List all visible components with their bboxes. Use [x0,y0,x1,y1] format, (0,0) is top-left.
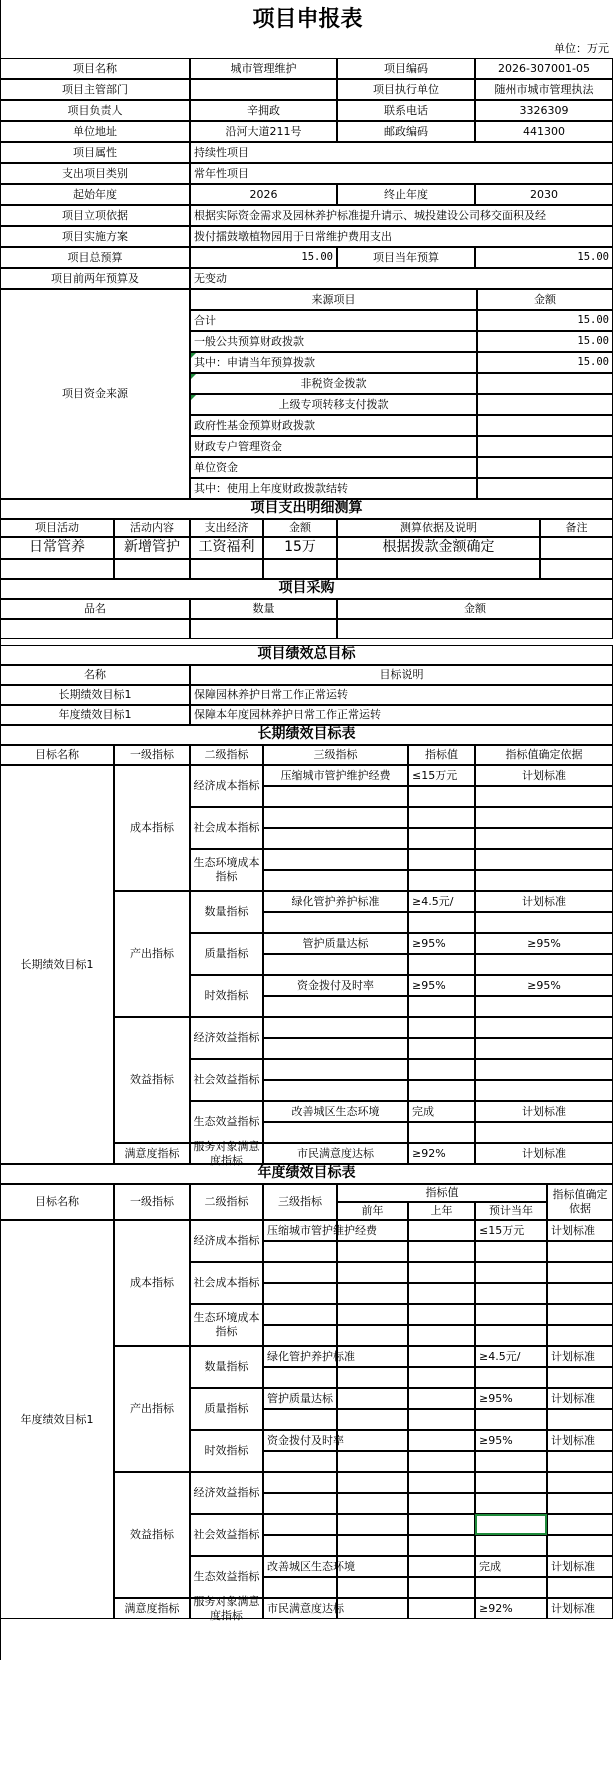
detail-cell[interactable] [540,537,613,559]
longterm-basis[interactable] [475,996,613,1017]
longterm-basis[interactable] [475,849,613,870]
funds-row-name: 非税资金拨款 [190,373,477,394]
annual-current-value[interactable] [475,1304,547,1325]
overall-desc-header: 目标说明 [190,665,613,685]
longterm-l3-indicator[interactable] [263,870,408,891]
phone-label: 联系电话 [337,100,475,121]
annual-goal-name: 年度绩效目标1 [0,1220,114,1619]
overall-goal-name: 长期绩效目标1 [0,685,190,705]
longterm-l2-indicator: 生态效益指标 [190,1101,263,1143]
basis-label: 项目立项依据 [0,205,190,226]
longterm-header: 目标名称 [0,745,114,765]
annual-basis[interactable] [547,1535,613,1556]
longterm-basis[interactable]: 计划标准 [475,1101,613,1122]
leader-value[interactable]: 辛拥政 [190,100,337,121]
purchase-header: 品名 [0,599,190,619]
annual-l1-indicator: 效益指标 [114,1472,190,1598]
detail-cell[interactable] [540,559,613,579]
annual-current-value[interactable] [475,1472,547,1493]
annual-prev2-value[interactable] [337,1346,408,1367]
annual-prev2-value[interactable] [337,1325,408,1346]
plan-value[interactable]: 拨付擂鼓墩植物园用于日常维护费用支出 [190,226,613,247]
longterm-header: 一级指标 [114,745,190,765]
longterm-header: 三级指标 [263,745,408,765]
annual-prev-value[interactable] [408,1493,475,1514]
annual-prev2-value[interactable] [337,1409,408,1430]
longterm-l3-indicator[interactable]: 绿化管护养护标准 [263,891,408,912]
annual-l2-indicator: 服务对象满意度指标 [190,1598,263,1619]
longterm-l2-indicator: 社会效益指标 [190,1059,263,1101]
detail-header: 备注 [540,519,613,537]
annual-header: 上年 [408,1202,475,1220]
annual-l3-indicator[interactable]: 压缩城市管护维护经费 [263,1220,337,1241]
cat-label: 支出项目类别 [0,163,190,184]
comment-marker [191,353,196,358]
year-label: 项目当年预算 [337,247,475,268]
longterm-l2-indicator: 数量指标 [190,891,263,933]
detail-cell[interactable]: 15万 [263,537,337,559]
longterm-header: 二级指标 [190,745,263,765]
annual-basis[interactable]: 计划标准 [547,1388,613,1409]
annual-prev2-value[interactable] [337,1514,408,1535]
total-value[interactable]: 15.00 [190,247,337,268]
annual-current-value[interactable]: 完成 [475,1556,547,1577]
purchase-header: 数量 [190,599,337,619]
funds-row-name: 其中：使用上年度财政拨款结转 [190,478,477,499]
dept-label: 项目主管部门 [0,79,190,100]
funds-row-amount[interactable] [477,394,613,415]
annual-l3-indicator[interactable]: 市民满意度达标 [263,1598,337,1619]
longterm-basis[interactable] [475,1017,613,1038]
overall-goal-desc[interactable]: 保障园林养护日常工作正常运转 [190,685,613,705]
comment-marker [191,374,196,379]
annual-current-value[interactable] [475,1451,547,1472]
annual-prev2-value[interactable] [337,1262,408,1283]
longterm-l3-indicator[interactable] [263,1080,408,1101]
annual-header: 指标值确定依据 [547,1184,613,1220]
longterm-l2-indicator: 生态环境成本指标 [190,849,263,891]
zip-value[interactable]: 441300 [475,121,613,142]
longterm-basis[interactable]: 计划标准 [475,765,613,786]
annual-prev-value[interactable] [408,1241,475,1262]
detail-header: 测算依据及说明 [337,519,540,537]
annual-current-value[interactable] [475,1535,547,1556]
annual-l1-indicator: 满意度指标 [114,1598,190,1619]
annual-header: 前年 [337,1202,408,1220]
longterm-l2-indicator: 质量指标 [190,933,263,975]
annual-basis[interactable]: 计划标准 [547,1430,613,1451]
start-label: 起始年度 [0,184,190,205]
annual-basis[interactable] [547,1367,613,1388]
selected-cell[interactable] [475,1514,547,1535]
annual-basis[interactable] [547,1409,613,1430]
annual-current-value[interactable]: ≥95% [475,1430,547,1451]
annual-l3-indicator[interactable]: 改善城区生态环境 [263,1556,337,1577]
annual-prev2-value[interactable] [337,1367,408,1388]
attr-value[interactable]: 持续性项目 [190,142,613,163]
annual-prev2-value[interactable] [337,1556,408,1577]
cat-value[interactable]: 常年性项目 [190,163,613,184]
overall-goal-desc[interactable]: 保障本年度园林养护日常工作正常运转 [190,705,613,725]
annual-header: 一级指标 [114,1184,190,1220]
purchase-cell[interactable] [190,619,337,639]
longterm-l1-indicator: 满意度指标 [114,1143,190,1164]
annual-basis[interactable] [547,1472,613,1493]
funds-row-amount[interactable]: 15.00 [477,310,613,331]
longterm-basis[interactable] [475,1080,613,1101]
longterm-value[interactable]: ≥92% [408,1143,475,1164]
longterm-basis[interactable] [475,1122,613,1143]
overall-goal-name: 年度绩效目标1 [0,705,190,725]
annual-prev-value[interactable] [408,1535,475,1556]
longterm-value[interactable] [408,828,475,849]
annual-basis[interactable] [547,1241,613,1262]
annual-l3-indicator[interactable]: 管护质量达标 [263,1388,337,1409]
annual-l3-indicator[interactable] [263,1325,337,1346]
annual-current-value[interactable]: ≥4.5元/ [475,1346,547,1367]
annual-basis[interactable] [547,1577,613,1598]
longterm-value[interactable] [408,1059,475,1080]
longterm-value[interactable] [408,849,475,870]
longterm-l3-indicator[interactable]: 资金拨付及时率 [263,975,408,996]
longterm-basis[interactable] [475,828,613,849]
longterm-l3-indicator[interactable] [263,996,408,1017]
longterm-value[interactable] [408,870,475,891]
annual-l3-indicator[interactable] [263,1514,337,1535]
detail-header: 金额 [263,519,337,537]
longterm-value[interactable]: ≥95% [408,933,475,954]
longterm-basis[interactable] [475,1038,613,1059]
annual-header: 指标值 [337,1184,547,1202]
start-value[interactable]: 2026 [190,184,337,205]
annual-current-value[interactable] [475,1283,547,1304]
code-value[interactable]: 2026-307001-05 [475,58,613,79]
detail-section-title: 项目支出明细测算 [0,499,613,519]
annual-l2-indicator: 时效指标 [190,1430,263,1472]
annual-prev-value[interactable] [408,1304,475,1325]
longterm-value[interactable] [408,912,475,933]
detail-cell[interactable] [114,559,190,579]
annual-prev-value[interactable] [408,1409,475,1430]
longterm-l2-indicator: 时效指标 [190,975,263,1017]
longterm-basis[interactable] [475,954,613,975]
annual-prev-value[interactable] [408,1388,475,1409]
annual-current-value[interactable] [475,1409,547,1430]
longterm-l2-indicator: 经济成本指标 [190,765,263,807]
code-label: 项目编码 [337,58,475,79]
total-label: 项目总预算 [0,247,190,268]
annual-prev-value[interactable] [408,1346,475,1367]
longterm-l3-indicator[interactable] [263,1059,408,1080]
detail-cell[interactable] [263,559,337,579]
purchase-cell[interactable] [0,619,190,639]
detail-cell[interactable]: 新增管护 [114,537,190,559]
annual-prev-value[interactable] [408,1472,475,1493]
detail-cell[interactable]: 根据拨款金额确定 [337,537,540,559]
longterm-l3-indicator[interactable] [263,786,408,807]
annual-current-value[interactable] [475,1493,547,1514]
annual-l2-indicator: 生态效益指标 [190,1556,263,1598]
annual-basis[interactable]: 计划标准 [547,1598,613,1619]
longterm-value[interactable]: ≤15万元 [408,765,475,786]
overall-section-title: 项目绩效总目标 [0,645,613,665]
annual-header: 预计当年 [475,1202,547,1220]
annual-basis[interactable] [547,1283,613,1304]
annual-prev2-value[interactable] [337,1220,408,1241]
longterm-value[interactable]: ≥4.5元/ [408,891,475,912]
annual-header: 二级指标 [190,1184,263,1220]
annual-basis[interactable] [547,1493,613,1514]
addr-label: 单位地址 [0,121,190,142]
annual-basis[interactable] [547,1262,613,1283]
longterm-basis[interactable]: 计划标准 [475,891,613,912]
annual-l2-indicator: 数量指标 [190,1346,263,1388]
comment-marker [191,395,196,400]
unit-label: 单位：万元 [554,42,609,56]
annual-l2-indicator: 社会效益指标 [190,1514,263,1556]
year-value[interactable]: 15.00 [475,247,613,268]
longterm-value[interactable] [408,996,475,1017]
annual-prev2-value[interactable] [337,1577,408,1598]
funds-source-header: 来源项目 [190,289,477,310]
funds-row-name: 上级专项转移支付拨款 [190,394,477,415]
name-value[interactable]: 城市管理维护 [190,58,337,79]
annual-l1-indicator: 成本指标 [114,1220,190,1346]
annual-basis[interactable] [547,1304,613,1325]
annual-l2-indicator: 生态环境成本指标 [190,1304,263,1346]
basis-value[interactable]: 根据实际资金需求及园林养护标准提升请示、城投建设公司移交面积及经 [190,205,613,226]
detail-header: 项目活动 [0,519,114,537]
longterm-value[interactable] [408,1080,475,1101]
phone-value[interactable]: 3326309 [475,100,613,121]
annual-basis[interactable] [547,1514,613,1535]
longterm-value[interactable] [408,1017,475,1038]
annual-basis[interactable]: 计划标准 [547,1346,613,1367]
longterm-value[interactable] [408,1122,475,1143]
funds-row-amount[interactable] [477,373,613,394]
annual-l3-indicator[interactable] [263,1472,337,1493]
detail-header: 支出经济 [190,519,263,537]
longterm-value[interactable] [408,1038,475,1059]
longterm-l2-indicator: 服务对象满意度指标 [190,1143,263,1164]
purchase-cell[interactable] [337,619,613,639]
plan-label: 项目实施方案 [0,226,190,247]
annual-prev2-value[interactable] [337,1283,408,1304]
annual-l3-indicator[interactable]: 绿化管护养护标准 [263,1346,337,1367]
leader-label: 项目负责人 [0,100,190,121]
end-value[interactable]: 2030 [475,184,613,205]
funds-label: 项目资金来源 [0,289,190,499]
detail-cell[interactable] [337,559,540,579]
annual-l1-indicator: 产出指标 [114,1346,190,1472]
longterm-value[interactable] [408,954,475,975]
longterm-l1-indicator: 效益指标 [114,1017,190,1143]
funds-row-name: 单位资金 [190,457,477,478]
annual-l3-indicator[interactable]: 资金拨付及时率 [263,1430,337,1451]
annual-current-value[interactable] [475,1577,547,1598]
funds-row-amount[interactable] [477,436,613,457]
annual-current-value[interactable]: ≥95% [475,1388,547,1409]
annual-l3-indicator[interactable] [263,1409,337,1430]
annual-l2-indicator: 质量指标 [190,1388,263,1430]
annual-prev2-value[interactable] [337,1430,408,1451]
annual-l3-indicator[interactable] [263,1241,337,1262]
annual-prev2-value[interactable] [337,1451,408,1472]
annual-prev2-value[interactable] [337,1535,408,1556]
longterm-l3-indicator[interactable]: 压缩城市管护维护经费 [263,765,408,786]
longterm-l3-indicator[interactable] [263,954,408,975]
attr-label: 项目属性 [0,142,190,163]
page-title: 项目申报表 [252,7,363,33]
annual-l3-indicator[interactable] [263,1577,337,1598]
annual-prev-value[interactable] [408,1598,475,1619]
longterm-basis[interactable]: ≥95% [475,975,613,996]
annual-header: 三级指标 [263,1184,337,1220]
annual-l3-indicator[interactable] [263,1367,337,1388]
annual-prev2-value[interactable] [337,1304,408,1325]
longterm-l3-indicator[interactable] [263,1038,408,1059]
end-label: 终止年度 [337,184,475,205]
funds-row-name: 政府性基金预算财政拨款 [190,415,477,436]
longterm-l3-indicator[interactable] [263,849,408,870]
longterm-value[interactable]: 完成 [408,1101,475,1122]
longterm-l3-indicator[interactable] [263,1017,408,1038]
longterm-l3-indicator[interactable] [263,912,408,933]
annual-prev-value[interactable] [408,1577,475,1598]
funds-row-name: 其中：申请当年预算拨款 [190,352,477,373]
longterm-l2-indicator: 社会成本指标 [190,807,263,849]
longterm-value[interactable] [408,807,475,828]
name-label: 项目名称 [0,58,190,79]
annual-current-value[interactable]: ≥92% [475,1598,547,1619]
annual-prev2-value[interactable] [337,1598,408,1619]
annual-current-value[interactable] [475,1367,547,1388]
annual-prev-value[interactable] [408,1556,475,1577]
annual-l3-indicator[interactable] [263,1283,337,1304]
detail-cell[interactable]: 工资福利 [190,537,263,559]
annual-l3-indicator[interactable] [263,1451,337,1472]
addr-value[interactable]: 沿河大道211号 [190,121,337,142]
zip-label: 邮政编码 [337,121,475,142]
longterm-value[interactable]: ≥95% [408,975,475,996]
funds-row-amount[interactable]: 15.00 [477,352,613,373]
longterm-header: 指标值 [408,745,475,765]
annual-prev2-value[interactable] [337,1493,408,1514]
longterm-header: 指标值确定依据 [475,745,613,765]
longterm-section-title: 长期绩效目标表 [0,725,613,745]
annual-l3-indicator[interactable] [263,1535,337,1556]
annual-basis[interactable] [547,1325,613,1346]
longterm-basis[interactable] [475,1059,613,1080]
longterm-l3-indicator[interactable] [263,1122,408,1143]
annual-current-value[interactable] [475,1325,547,1346]
prev-value[interactable]: 无变动 [190,268,613,289]
longterm-value[interactable] [408,786,475,807]
annual-basis[interactable]: 计划标准 [547,1556,613,1577]
funds-row-name: 财政专户管理资金 [190,436,477,457]
longterm-l2-indicator: 经济效益指标 [190,1017,263,1059]
annual-prev-value[interactable] [408,1262,475,1283]
longterm-goal-name: 长期绩效目标1 [0,765,114,1164]
purchase-section-title: 项目采购 [0,579,613,599]
annual-l2-indicator: 经济成本指标 [190,1220,263,1262]
detail-header: 活动内容 [114,519,190,537]
annual-current-value[interactable] [475,1241,547,1262]
annual-l2-indicator: 社会成本指标 [190,1262,263,1304]
annual-l2-indicator: 经济效益指标 [190,1472,263,1514]
longterm-basis[interactable] [475,786,613,807]
longterm-basis[interactable] [475,807,613,828]
annual-prev-value[interactable] [408,1367,475,1388]
annual-prev-value[interactable] [408,1514,475,1535]
funds-row-amount[interactable] [477,457,613,478]
dept-value[interactable] [190,79,337,100]
longterm-l1-indicator: 产出指标 [114,891,190,1017]
funds-amount-header: 金额 [477,289,613,310]
longterm-basis[interactable] [475,912,613,933]
annual-prev-value[interactable] [408,1283,475,1304]
longterm-basis[interactable]: ≥95% [475,933,613,954]
annual-l3-indicator[interactable] [263,1262,337,1283]
longterm-l3-indicator[interactable]: 市民满意度达标 [263,1143,408,1164]
overall-name-header: 名称 [0,665,190,685]
annual-prev2-value[interactable] [337,1241,408,1262]
longterm-basis[interactable] [475,870,613,891]
annual-current-value[interactable] [475,1262,547,1283]
annual-prev-value[interactable] [408,1325,475,1346]
exec-value[interactable]: 随州市城市管理执法 [475,79,613,100]
detail-cell[interactable]: 日常管养 [0,537,114,559]
longterm-l3-indicator[interactable] [263,807,408,828]
annual-prev2-value[interactable] [337,1472,408,1493]
annual-header: 目标名称 [0,1184,114,1220]
detail-cell[interactable] [0,559,114,579]
annual-basis[interactable]: 计划标准 [547,1220,613,1241]
funds-row-amount[interactable]: 15.00 [477,331,613,352]
annual-prev-value[interactable] [408,1430,475,1451]
purchase-header: 金额 [337,599,613,619]
longterm-l3-indicator[interactable]: 改善城区生态环境 [263,1101,408,1122]
longterm-l3-indicator[interactable] [263,828,408,849]
annual-section-title: 年度绩效目标表 [0,1164,613,1184]
annual-current-value[interactable]: ≤15万元 [475,1220,547,1241]
annual-basis[interactable] [547,1451,613,1472]
annual-prev-value[interactable] [408,1451,475,1472]
annual-l3-indicator[interactable] [263,1304,337,1325]
detail-cell[interactable] [190,559,263,579]
annual-prev-value[interactable] [408,1220,475,1241]
funds-row-name: 合计 [190,310,477,331]
longterm-basis[interactable]: 计划标准 [475,1143,613,1164]
longterm-l3-indicator[interactable]: 管护质量达标 [263,933,408,954]
funds-row-amount[interactable] [477,478,613,499]
funds-row-amount[interactable] [477,415,613,436]
prev-label: 项目前两年预算及 [0,268,190,289]
exec-label: 项目执行单位 [337,79,475,100]
annual-prev2-value[interactable] [337,1388,408,1409]
funds-row-name: 一般公共预算财政拨款 [190,331,477,352]
annual-l3-indicator[interactable] [263,1493,337,1514]
longterm-l1-indicator: 成本指标 [114,765,190,891]
